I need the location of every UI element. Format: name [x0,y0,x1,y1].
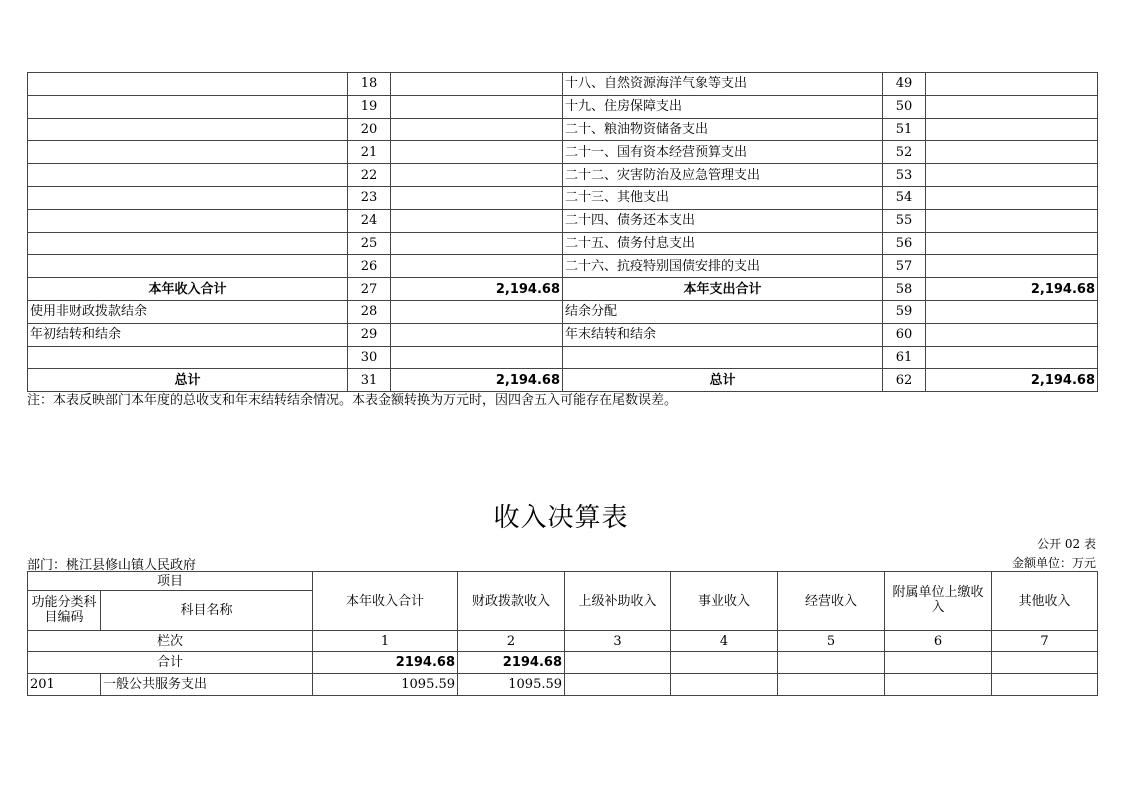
left-line-number: 25 [348,232,391,255]
right-label: 二十、粮油物资储备支出 [563,118,883,141]
right-line-number: 56 [883,232,926,255]
right-label: 本年支出合计 [563,278,883,301]
left-line-number: 28 [348,300,391,323]
total-value: 2194.68 [458,652,565,674]
function-code: 201 [28,674,101,696]
right-label: 二十一、国有资本经营预算支出 [563,141,883,164]
right-label: 年末结转和结余 [563,323,883,346]
left-amount [391,232,563,255]
right-label: 二十六、抗疫特别国债安排的支出 [563,255,883,278]
left-amount [391,255,563,278]
right-label: 二十二、灾害防治及应急管理支出 [563,164,883,187]
column-number: 4 [671,631,778,652]
left-line-number: 21 [348,141,391,164]
left-amount [391,141,563,164]
header-item: 项目 [28,572,313,591]
row-value [885,674,992,696]
right-amount [926,323,1098,346]
left-amount: 2,194.68 [391,278,563,301]
left-label [28,232,348,255]
right-label: 十八、自然资源海洋气象等支出 [563,73,883,96]
header-func-code: 功能分类科目编码 [28,591,101,631]
right-amount [926,209,1098,232]
right-amount [926,232,1098,255]
header-col-7: 其他收入 [992,572,1098,631]
summary-row [28,346,1098,369]
right-line-number: 54 [883,186,926,209]
left-label [28,164,348,187]
column-number: 5 [778,631,885,652]
left-amount [391,323,563,346]
right-label: 总计 [563,369,883,392]
left-line-number: 30 [348,346,391,369]
left-label [28,141,348,164]
header-col-5: 经营收入 [778,572,885,631]
right-line-number: 61 [883,346,926,369]
right-label: 十九、住房保障支出 [563,95,883,118]
left-label [28,118,348,141]
total-value [885,652,992,674]
row-value [565,674,671,696]
income-statement-table [27,571,1098,696]
left-label [28,95,348,118]
right-amount [926,255,1098,278]
summary-table-body [28,73,1098,392]
row-value: 1095.59 [313,674,458,696]
right-line-number: 51 [883,118,926,141]
left-line-number: 31 [348,369,391,392]
right-amount: 2,194.68 [926,278,1098,301]
column-row-label: 栏次 [28,631,313,652]
income-expenditure-summary-table [27,72,1098,392]
header-col-3: 上级补助收入 [565,572,671,631]
row-value [992,674,1098,696]
left-amount [391,95,563,118]
table-note: 注：本表反映部门本年度的总收支和年末结转结余情况。本表金额转换为万元时，因四舍五入可能存在尾数误差。 [27,393,678,408]
table-row [28,674,1098,696]
right-line-number: 50 [883,95,926,118]
total-row [28,652,1098,674]
summary-row [28,73,1098,96]
summary-row [28,95,1098,118]
right-label: 结余分配 [563,300,883,323]
left-amount [391,164,563,187]
total-value [671,652,778,674]
left-label [28,255,348,278]
right-line-number: 59 [883,300,926,323]
header-col-1: 本年收入合计 [313,572,458,631]
summary-row [28,118,1098,141]
left-line-number: 24 [348,209,391,232]
header-col-2: 财政拨款收入 [458,572,565,631]
left-label [28,186,348,209]
right-line-number: 49 [883,73,926,96]
department-label: 部门：桃江县修山镇人民政府 [27,558,197,573]
right-amount [926,95,1098,118]
right-line-number: 52 [883,141,926,164]
total-value [565,652,671,674]
left-amount [391,186,563,209]
right-line-number: 53 [883,164,926,187]
column-number: 1 [313,631,458,652]
column-number: 6 [885,631,992,652]
summary-total-row [28,278,1098,301]
column-number: 3 [565,631,671,652]
row-value [671,674,778,696]
total-value [992,652,1098,674]
left-amount [391,118,563,141]
header-col-6: 附属单位上缴收入 [885,572,992,631]
right-amount [926,300,1098,323]
left-line-number: 20 [348,118,391,141]
right-line-number: 57 [883,255,926,278]
left-label [28,346,348,369]
left-line-number: 19 [348,95,391,118]
summary-row [28,164,1098,187]
left-line-number: 29 [348,323,391,346]
column-number-row [28,631,1098,652]
left-line-number: 18 [348,73,391,96]
left-label [28,73,348,96]
left-label [28,209,348,232]
total-label: 合计 [28,652,313,674]
left-line-number: 23 [348,186,391,209]
left-label: 本年收入合计 [28,278,348,301]
left-label: 年初结转和结余 [28,323,348,346]
right-label: 二十四、债务还本支出 [563,209,883,232]
summary-row [28,323,1098,346]
right-amount [926,186,1098,209]
left-amount [391,209,563,232]
left-amount [391,300,563,323]
right-amount [926,346,1098,369]
right-amount: 2,194.68 [926,369,1098,392]
left-label: 总计 [28,369,348,392]
right-amount [926,118,1098,141]
right-line-number: 58 [883,278,926,301]
right-line-number: 60 [883,323,926,346]
summary-row [28,300,1098,323]
row-value [778,674,885,696]
summary-row [28,141,1098,164]
right-amount [926,164,1098,187]
right-line-number: 62 [883,369,926,392]
subject-name: 一般公共服务支出 [101,674,313,696]
right-line-number: 55 [883,209,926,232]
left-line-number: 27 [348,278,391,301]
column-number: 2 [458,631,565,652]
left-amount [391,73,563,96]
right-amount [926,73,1098,96]
summary-row [28,255,1098,278]
left-line-number: 22 [348,164,391,187]
amount-unit-label: 金额单位：万元 [1011,556,1096,570]
summary-row [28,186,1098,209]
right-label [563,346,883,369]
header-subject-name: 科目名称 [101,591,313,631]
right-label: 二十三、其他支出 [563,186,883,209]
summary-row [28,209,1098,232]
left-line-number: 26 [348,255,391,278]
row-value: 1095.59 [458,674,565,696]
total-value: 2194.68 [313,652,458,674]
left-amount: 2,194.68 [391,369,563,392]
total-value [778,652,885,674]
right-amount [926,141,1098,164]
income-table-title: 收入决算表 [493,503,629,533]
left-amount [391,346,563,369]
summary-row [28,232,1098,255]
form-number: 公开 02 表 [1037,537,1096,551]
left-label: 使用非财政拨款结余 [28,300,348,323]
column-number: 7 [992,631,1098,652]
right-label: 二十五、债务付息支出 [563,232,883,255]
header-col-4: 事业收入 [671,572,778,631]
header-row-item [28,572,1098,591]
